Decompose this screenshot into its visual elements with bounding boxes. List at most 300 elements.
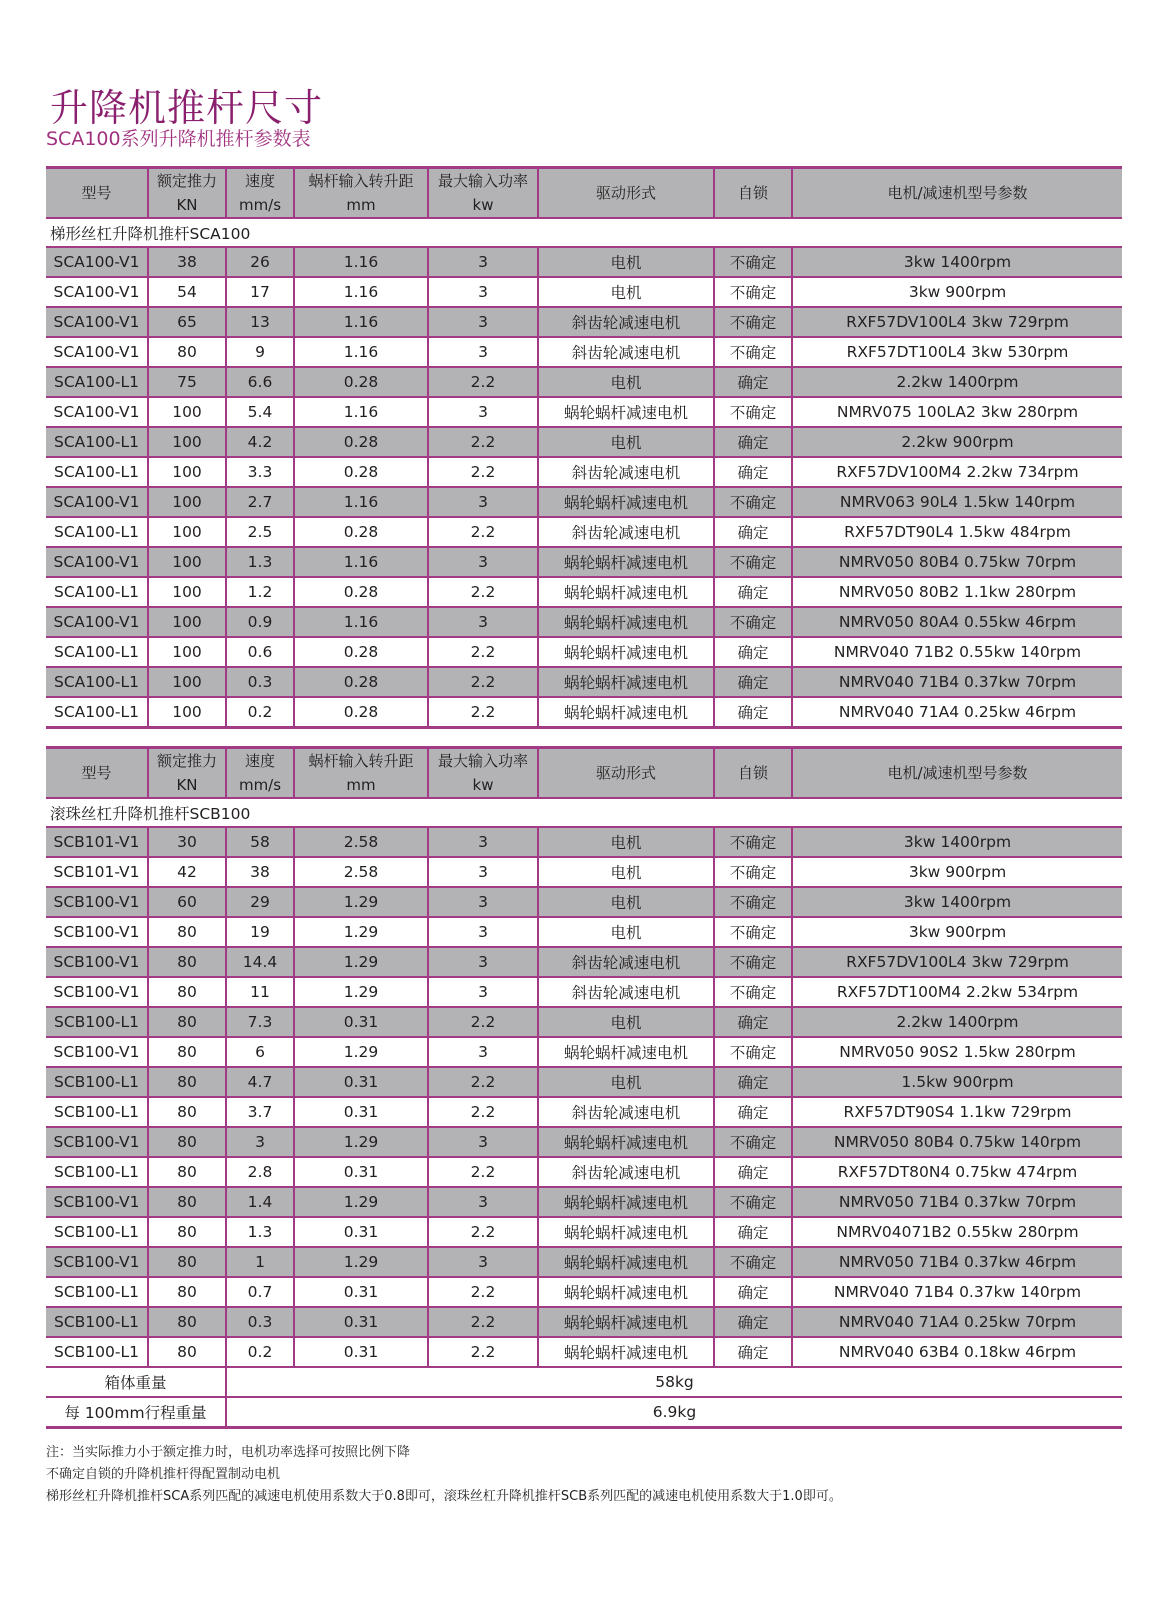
drive-type-cell: 蜗轮蜗杆减速电机 <box>538 1127 714 1157</box>
drive-type-cell: 电机 <box>538 917 714 947</box>
lead-cell: 1.29 <box>294 1247 428 1277</box>
drive-type-cell: 蜗轮蜗杆减速电机 <box>538 637 714 667</box>
table-row <box>46 917 1122 947</box>
rated-thrust-cell: 54 <box>148 277 226 307</box>
rated-thrust-cell: 80 <box>148 1217 226 1247</box>
speed-cell: 4.7 <box>226 1067 294 1097</box>
self-lock-cell: 确定 <box>714 1067 792 1097</box>
motor-params-cell: RXF57DV100L4 3kw 729rpm <box>792 307 1122 337</box>
table-row <box>46 1067 1122 1097</box>
rated-thrust-cell: 75 <box>148 367 226 397</box>
speed-cell: 1.4 <box>226 1187 294 1217</box>
header-col-motor-params <box>792 748 1122 799</box>
model-cell: SCA100-L1 <box>46 427 148 457</box>
self-lock-cell: 不确定 <box>714 1247 792 1277</box>
lead-cell: 0.28 <box>294 577 428 607</box>
motor-params-cell: RXF57DV100L4 3kw 729rpm <box>792 947 1122 977</box>
rated-thrust-cell: 80 <box>148 947 226 977</box>
motor-params-cell: 2.2kw 1400rpm <box>792 1007 1122 1037</box>
page-title: 升降机推杆尺寸 <box>50 86 324 131</box>
motor-params-cell: RXF57DT100M4 2.2kw 534rpm <box>792 977 1122 1007</box>
drive-type-cell: 斜齿轮减速电机 <box>538 517 714 547</box>
model-cell: SCB100-L1 <box>46 1067 148 1097</box>
group-label: 梯形丝杠升降机推杆SCA100 <box>46 218 1122 247</box>
motor-params-cell: RXF57DT90S4 1.1kw 729rpm <box>792 1097 1122 1127</box>
lead-cell: 0.31 <box>294 1307 428 1337</box>
header-label: 最大输入功率 <box>437 172 528 190</box>
table-body <box>46 798 1122 1428</box>
header-unit: KN <box>176 196 198 214</box>
max-power-cell: 3 <box>428 277 538 307</box>
header-label: 蜗杆输入转升距 <box>308 752 414 770</box>
model-cell: SCB100-L1 <box>46 1097 148 1127</box>
model-cell: SCA100-V1 <box>46 607 148 637</box>
max-power-cell: 3 <box>428 307 538 337</box>
motor-params-cell: NMRV040 63B4 0.18kw 46rpm <box>792 1337 1122 1367</box>
rated-thrust-cell: 80 <box>148 1307 226 1337</box>
header-col-drive-type <box>538 748 714 799</box>
header-label: 最大输入功率 <box>437 752 528 770</box>
motor-params-cell: NMRV063 90L4 1.5kw 140rpm <box>792 487 1122 517</box>
motor-params-cell: RXF57DT80N4 0.75kw 474rpm <box>792 1157 1122 1187</box>
motor-params-cell: NMRV050 71B4 0.37kw 70rpm <box>792 1187 1122 1217</box>
model-cell: SCA100-V1 <box>46 547 148 577</box>
table-row <box>46 1337 1122 1367</box>
weight-row <box>46 1397 1122 1428</box>
table-row <box>46 547 1122 577</box>
self-lock-cell: 确定 <box>714 457 792 487</box>
drive-type-cell: 电机 <box>538 247 714 277</box>
rated-thrust-cell: 80 <box>148 917 226 947</box>
drive-type-cell: 蜗轮蜗杆减速电机 <box>538 1277 714 1307</box>
table-row <box>46 457 1122 487</box>
rated-thrust-cell: 80 <box>148 1187 226 1217</box>
header-col-model <box>46 168 148 219</box>
model-cell: SCB100-V1 <box>46 917 148 947</box>
lead-cell: 0.28 <box>294 367 428 397</box>
drive-type-cell: 斜齿轮减速电机 <box>538 457 714 487</box>
max-power-cell: 3 <box>428 397 538 427</box>
table-row <box>46 607 1122 637</box>
rated-thrust-cell: 80 <box>148 1097 226 1127</box>
drive-type-cell: 蜗轮蜗杆减速电机 <box>538 1247 714 1277</box>
table-row <box>46 1187 1122 1217</box>
drive-type-cell: 蜗轮蜗杆减速电机 <box>538 1307 714 1337</box>
motor-params-cell: NMRV075 100LA2 3kw 280rpm <box>792 397 1122 427</box>
speed-cell: 0.7 <box>226 1277 294 1307</box>
lead-cell: 1.16 <box>294 397 428 427</box>
note-line: 梯形丝杠升降机推杆SCA系列匹配的减速电机使用系数大于0.8即可，滚珠丝杠升降机推杆SCB系列匹配的减速电机使用系数大于1.0即可。 <box>46 1489 842 1504</box>
rated-thrust-cell: 80 <box>148 1247 226 1277</box>
lead-cell: 0.31 <box>294 1007 428 1037</box>
motor-params-cell: NMRV050 80B4 0.75kw 140rpm <box>792 1127 1122 1157</box>
self-lock-cell: 不确定 <box>714 607 792 637</box>
table-row <box>46 337 1122 367</box>
rated-thrust-cell: 80 <box>148 1067 226 1097</box>
motor-params-cell: 3kw 1400rpm <box>792 887 1122 917</box>
model-cell: SCB100-L1 <box>46 1307 148 1337</box>
max-power-cell: 2.2 <box>428 637 538 667</box>
speed-cell: 3.3 <box>226 457 294 487</box>
self-lock-cell: 不确定 <box>714 1037 792 1067</box>
drive-type-cell: 斜齿轮减速电机 <box>538 977 714 1007</box>
header-col-speed <box>226 168 294 219</box>
self-lock-cell: 确定 <box>714 1277 792 1307</box>
speed-cell: 1.3 <box>226 1217 294 1247</box>
drive-type-cell: 蜗轮蜗杆减速电机 <box>538 547 714 577</box>
rated-thrust-cell: 100 <box>148 517 226 547</box>
lead-cell: 0.31 <box>294 1097 428 1127</box>
max-power-cell: 2.2 <box>428 367 538 397</box>
lead-cell: 0.28 <box>294 427 428 457</box>
motor-params-cell: RXF57DV100M4 2.2kw 734rpm <box>792 457 1122 487</box>
model-cell: SCA100-V1 <box>46 277 148 307</box>
drive-type-cell: 斜齿轮减速电机 <box>538 1097 714 1127</box>
speed-cell: 58 <box>226 827 294 857</box>
rated-thrust-cell: 80 <box>148 1007 226 1037</box>
self-lock-cell: 确定 <box>714 1217 792 1247</box>
self-lock-cell: 确定 <box>714 367 792 397</box>
speed-cell: 1.2 <box>226 577 294 607</box>
table-row <box>46 487 1122 517</box>
lead-cell: 1.16 <box>294 607 428 637</box>
drive-type-cell: 蜗轮蜗杆减速电机 <box>538 577 714 607</box>
self-lock-cell: 确定 <box>714 667 792 697</box>
header-unit: kw <box>472 196 494 214</box>
table-row <box>46 697 1122 728</box>
max-power-cell: 2.2 <box>428 517 538 547</box>
lead-cell: 1.16 <box>294 337 428 367</box>
lead-cell: 0.31 <box>294 1157 428 1187</box>
motor-params-cell: NMRV040 71B2 0.55kw 140rpm <box>792 637 1122 667</box>
header-unit: mm <box>346 776 376 794</box>
motor-params-cell: RXF57DT90L4 1.5kw 484rpm <box>792 517 1122 547</box>
max-power-cell: 3 <box>428 857 538 887</box>
speed-cell: 0.3 <box>226 667 294 697</box>
table-row <box>46 1277 1122 1307</box>
speed-cell: 6 <box>226 1037 294 1067</box>
table-row <box>46 367 1122 397</box>
table-row <box>46 1097 1122 1127</box>
motor-params-cell: 1.5kw 900rpm <box>792 1067 1122 1097</box>
max-power-cell: 2.2 <box>428 697 538 728</box>
header-col-rated-thrust <box>148 748 226 799</box>
motor-params-cell: 3kw 1400rpm <box>792 247 1122 277</box>
lead-cell: 1.16 <box>294 307 428 337</box>
drive-type-cell: 斜齿轮减速电机 <box>538 307 714 337</box>
speed-cell: 1 <box>226 1247 294 1277</box>
rated-thrust-cell: 100 <box>148 637 226 667</box>
lead-cell: 2.58 <box>294 857 428 887</box>
lead-cell: 1.16 <box>294 547 428 577</box>
self-lock-cell: 不确定 <box>714 947 792 977</box>
header-unit: mm/s <box>238 776 282 794</box>
motor-params-cell: RXF57DT100L4 3kw 530rpm <box>792 337 1122 367</box>
weight-row <box>46 1367 1122 1397</box>
model-cell: SCA100-L1 <box>46 517 148 547</box>
max-power-cell: 2.2 <box>428 1307 538 1337</box>
lead-cell: 1.29 <box>294 1037 428 1067</box>
drive-type-cell: 蜗轮蜗杆减速电机 <box>538 1037 714 1067</box>
motor-params-cell: NMRV050 80B4 0.75kw 70rpm <box>792 547 1122 577</box>
self-lock-cell: 不确定 <box>714 487 792 517</box>
rated-thrust-cell: 60 <box>148 887 226 917</box>
lead-cell: 0.28 <box>294 457 428 487</box>
self-lock-cell: 不确定 <box>714 1127 792 1157</box>
max-power-cell: 2.2 <box>428 1067 538 1097</box>
lead-cell: 1.29 <box>294 887 428 917</box>
model-cell: SCB100-V1 <box>46 1037 148 1067</box>
speed-cell: 3 <box>226 1127 294 1157</box>
table-row <box>46 277 1122 307</box>
header-col-max-power <box>428 748 538 799</box>
table-row <box>46 577 1122 607</box>
model-cell: SCB100-V1 <box>46 977 148 1007</box>
model-cell: SCA100-V1 <box>46 487 148 517</box>
rated-thrust-cell: 80 <box>148 977 226 1007</box>
rated-thrust-cell: 38 <box>148 247 226 277</box>
header-unit: KN <box>176 776 198 794</box>
drive-type-cell: 电机 <box>538 857 714 887</box>
model-cell: SCB100-L1 <box>46 1337 148 1367</box>
max-power-cell: 3 <box>428 1187 538 1217</box>
header-label: 电机/减速机型号参数 <box>887 764 1028 782</box>
model-cell: SCB100-V1 <box>46 1127 148 1157</box>
self-lock-cell: 确定 <box>714 577 792 607</box>
lead-cell: 0.28 <box>294 517 428 547</box>
header-label: 驱动形式 <box>595 764 656 782</box>
max-power-cell: 2.2 <box>428 1217 538 1247</box>
table-row <box>46 857 1122 887</box>
self-lock-cell: 确定 <box>714 1007 792 1037</box>
rated-thrust-cell: 80 <box>148 1127 226 1157</box>
max-power-cell: 3 <box>428 887 538 917</box>
self-lock-cell: 不确定 <box>714 1187 792 1217</box>
max-power-cell: 3 <box>428 337 538 367</box>
header-unit: kw <box>472 776 494 794</box>
self-lock-cell: 确定 <box>714 1097 792 1127</box>
speed-cell: 1.3 <box>226 547 294 577</box>
motor-params-cell: NMRV040 71B4 0.37kw 70rpm <box>792 667 1122 697</box>
max-power-cell: 3 <box>428 607 538 637</box>
max-power-cell: 3 <box>428 827 538 857</box>
max-power-cell: 2.2 <box>428 1277 538 1307</box>
model-cell: SCB100-V1 <box>46 947 148 977</box>
footnotes <box>46 1442 842 1508</box>
drive-type-cell: 电机 <box>538 427 714 457</box>
self-lock-cell: 不确定 <box>714 887 792 917</box>
table-row <box>46 1037 1122 1067</box>
motor-params-cell: NMRV050 90S2 1.5kw 280rpm <box>792 1037 1122 1067</box>
motor-params-cell: NMRV050 80A4 0.55kw 46rpm <box>792 607 1122 637</box>
max-power-cell: 3 <box>428 487 538 517</box>
header-label: 型号 <box>81 764 112 782</box>
header-unit: mm <box>346 196 376 214</box>
self-lock-cell: 不确定 <box>714 977 792 1007</box>
speed-cell: 2.7 <box>226 487 294 517</box>
lead-cell: 1.29 <box>294 1187 428 1217</box>
self-lock-cell: 不确定 <box>714 247 792 277</box>
self-lock-cell: 不确定 <box>714 307 792 337</box>
drive-type-cell: 电机 <box>538 1007 714 1037</box>
self-lock-cell: 不确定 <box>714 857 792 887</box>
speed-cell: 14.4 <box>226 947 294 977</box>
table-row <box>46 977 1122 1007</box>
header-col-self-lock <box>714 748 792 799</box>
self-lock-cell: 不确定 <box>714 277 792 307</box>
drive-type-cell: 蜗轮蜗杆减速电机 <box>538 397 714 427</box>
self-lock-cell: 确定 <box>714 1157 792 1187</box>
self-lock-cell: 不确定 <box>714 917 792 947</box>
speed-cell: 26 <box>226 247 294 277</box>
table-row <box>46 947 1122 977</box>
drive-type-cell: 蜗轮蜗杆减速电机 <box>538 607 714 637</box>
speed-cell: 6.6 <box>226 367 294 397</box>
rated-thrust-cell: 100 <box>148 547 226 577</box>
sca100-spec-table <box>46 166 1122 729</box>
self-lock-cell: 不确定 <box>714 397 792 427</box>
rated-thrust-cell: 30 <box>148 827 226 857</box>
self-lock-cell: 确定 <box>714 1337 792 1367</box>
lead-cell: 1.16 <box>294 487 428 517</box>
motor-params-cell: NMRV050 71B4 0.37kw 46rpm <box>792 1247 1122 1277</box>
drive-type-cell: 蜗轮蜗杆减速电机 <box>538 487 714 517</box>
rated-thrust-cell: 80 <box>148 1157 226 1187</box>
motor-params-cell: NMRV040 71A4 0.25kw 70rpm <box>792 1307 1122 1337</box>
speed-cell: 4.2 <box>226 427 294 457</box>
speed-cell: 0.2 <box>226 697 294 728</box>
table-row <box>46 1127 1122 1157</box>
rated-thrust-cell: 65 <box>148 307 226 337</box>
header-col-motor-params <box>792 168 1122 219</box>
max-power-cell: 2.2 <box>428 427 538 457</box>
weight-label: 每 100mm行程重量 <box>46 1397 226 1428</box>
table-subtitle: SCA100系列升降机推杆参数表 <box>46 128 311 150</box>
rated-thrust-cell: 80 <box>148 1337 226 1367</box>
lead-cell: 1.29 <box>294 977 428 1007</box>
table-row <box>46 887 1122 917</box>
rated-thrust-cell: 80 <box>148 337 226 367</box>
rated-thrust-cell: 100 <box>148 397 226 427</box>
model-cell: SCB100-L1 <box>46 1007 148 1037</box>
drive-type-cell: 蜗轮蜗杆减速电机 <box>538 697 714 728</box>
self-lock-cell: 确定 <box>714 1307 792 1337</box>
header-unit: mm/s <box>238 196 282 214</box>
header-label: 蜗杆输入转升距 <box>308 172 414 190</box>
max-power-cell: 2.2 <box>428 1337 538 1367</box>
header-label: 型号 <box>81 184 112 202</box>
lead-cell: 1.16 <box>294 277 428 307</box>
table-row <box>46 397 1122 427</box>
rated-thrust-cell: 80 <box>148 1037 226 1067</box>
header-label: 速度 <box>244 752 275 770</box>
group-label: 滚珠丝杠升降机推杆SCB100 <box>46 798 1122 827</box>
speed-cell: 0.3 <box>226 1307 294 1337</box>
model-cell: SCB101-V1 <box>46 827 148 857</box>
table-row <box>46 637 1122 667</box>
self-lock-cell: 确定 <box>714 637 792 667</box>
scb100-spec-table <box>46 746 1122 1429</box>
max-power-cell: 2.2 <box>428 1097 538 1127</box>
table-header <box>46 168 1122 219</box>
motor-params-cell: 3kw 1400rpm <box>792 827 1122 857</box>
speed-cell: 0.2 <box>226 1337 294 1367</box>
speed-cell: 19 <box>226 917 294 947</box>
self-lock-cell: 确定 <box>714 697 792 728</box>
self-lock-cell: 不确定 <box>714 337 792 367</box>
drive-type-cell: 蜗轮蜗杆减速电机 <box>538 1217 714 1247</box>
model-cell: SCA100-L1 <box>46 367 148 397</box>
max-power-cell: 2.2 <box>428 577 538 607</box>
rated-thrust-cell: 100 <box>148 667 226 697</box>
table-row <box>46 247 1122 277</box>
speed-cell: 3.7 <box>226 1097 294 1127</box>
table-body <box>46 218 1122 728</box>
lead-cell: 0.28 <box>294 637 428 667</box>
lead-cell: 0.31 <box>294 1277 428 1307</box>
max-power-cell: 3 <box>428 977 538 1007</box>
lead-cell: 0.31 <box>294 1067 428 1097</box>
self-lock-cell: 确定 <box>714 517 792 547</box>
motor-params-cell: 3kw 900rpm <box>792 277 1122 307</box>
max-power-cell: 3 <box>428 1127 538 1157</box>
table-row <box>46 1307 1122 1337</box>
speed-cell: 29 <box>226 887 294 917</box>
max-power-cell: 3 <box>428 1247 538 1277</box>
rated-thrust-cell: 100 <box>148 457 226 487</box>
motor-params-cell: 2.2kw 900rpm <box>792 427 1122 457</box>
lead-cell: 0.28 <box>294 667 428 697</box>
max-power-cell: 3 <box>428 1037 538 1067</box>
model-cell: SCA100-L1 <box>46 637 148 667</box>
drive-type-cell: 电机 <box>538 1067 714 1097</box>
max-power-cell: 3 <box>428 917 538 947</box>
lead-cell: 1.29 <box>294 1127 428 1157</box>
motor-params-cell: NMRV04071B2 0.55kw 280rpm <box>792 1217 1122 1247</box>
header-col-speed <box>226 748 294 799</box>
max-power-cell: 2.2 <box>428 667 538 697</box>
motor-params-cell: NMRV050 80B2 1.1kw 280rpm <box>792 577 1122 607</box>
drive-type-cell: 蜗轮蜗杆减速电机 <box>538 1187 714 1217</box>
lead-cell: 1.29 <box>294 947 428 977</box>
drive-type-cell: 斜齿轮减速电机 <box>538 337 714 367</box>
model-cell: SCB100-V1 <box>46 1187 148 1217</box>
table-header <box>46 748 1122 799</box>
model-cell: SCB100-L1 <box>46 1217 148 1247</box>
model-cell: SCA100-V1 <box>46 247 148 277</box>
speed-cell: 2.8 <box>226 1157 294 1187</box>
rated-thrust-cell: 100 <box>148 607 226 637</box>
speed-cell: 38 <box>226 857 294 887</box>
speed-cell: 5.4 <box>226 397 294 427</box>
header-col-model <box>46 748 148 799</box>
max-power-cell: 3 <box>428 947 538 977</box>
speed-cell: 17 <box>226 277 294 307</box>
motor-params-cell: NMRV040 71B4 0.37kw 140rpm <box>792 1277 1122 1307</box>
motor-params-cell: 2.2kw 1400rpm <box>792 367 1122 397</box>
drive-type-cell: 电机 <box>538 277 714 307</box>
self-lock-cell: 不确定 <box>714 547 792 577</box>
drive-type-cell: 电机 <box>538 827 714 857</box>
rated-thrust-cell: 42 <box>148 857 226 887</box>
drive-type-cell: 蜗轮蜗杆减速电机 <box>538 667 714 697</box>
lead-cell: 0.28 <box>294 697 428 728</box>
table-row <box>46 1157 1122 1187</box>
weight-value: 58kg <box>226 1367 1122 1397</box>
model-cell: SCB100-V1 <box>46 887 148 917</box>
rated-thrust-cell: 100 <box>148 697 226 728</box>
lead-cell: 1.16 <box>294 247 428 277</box>
